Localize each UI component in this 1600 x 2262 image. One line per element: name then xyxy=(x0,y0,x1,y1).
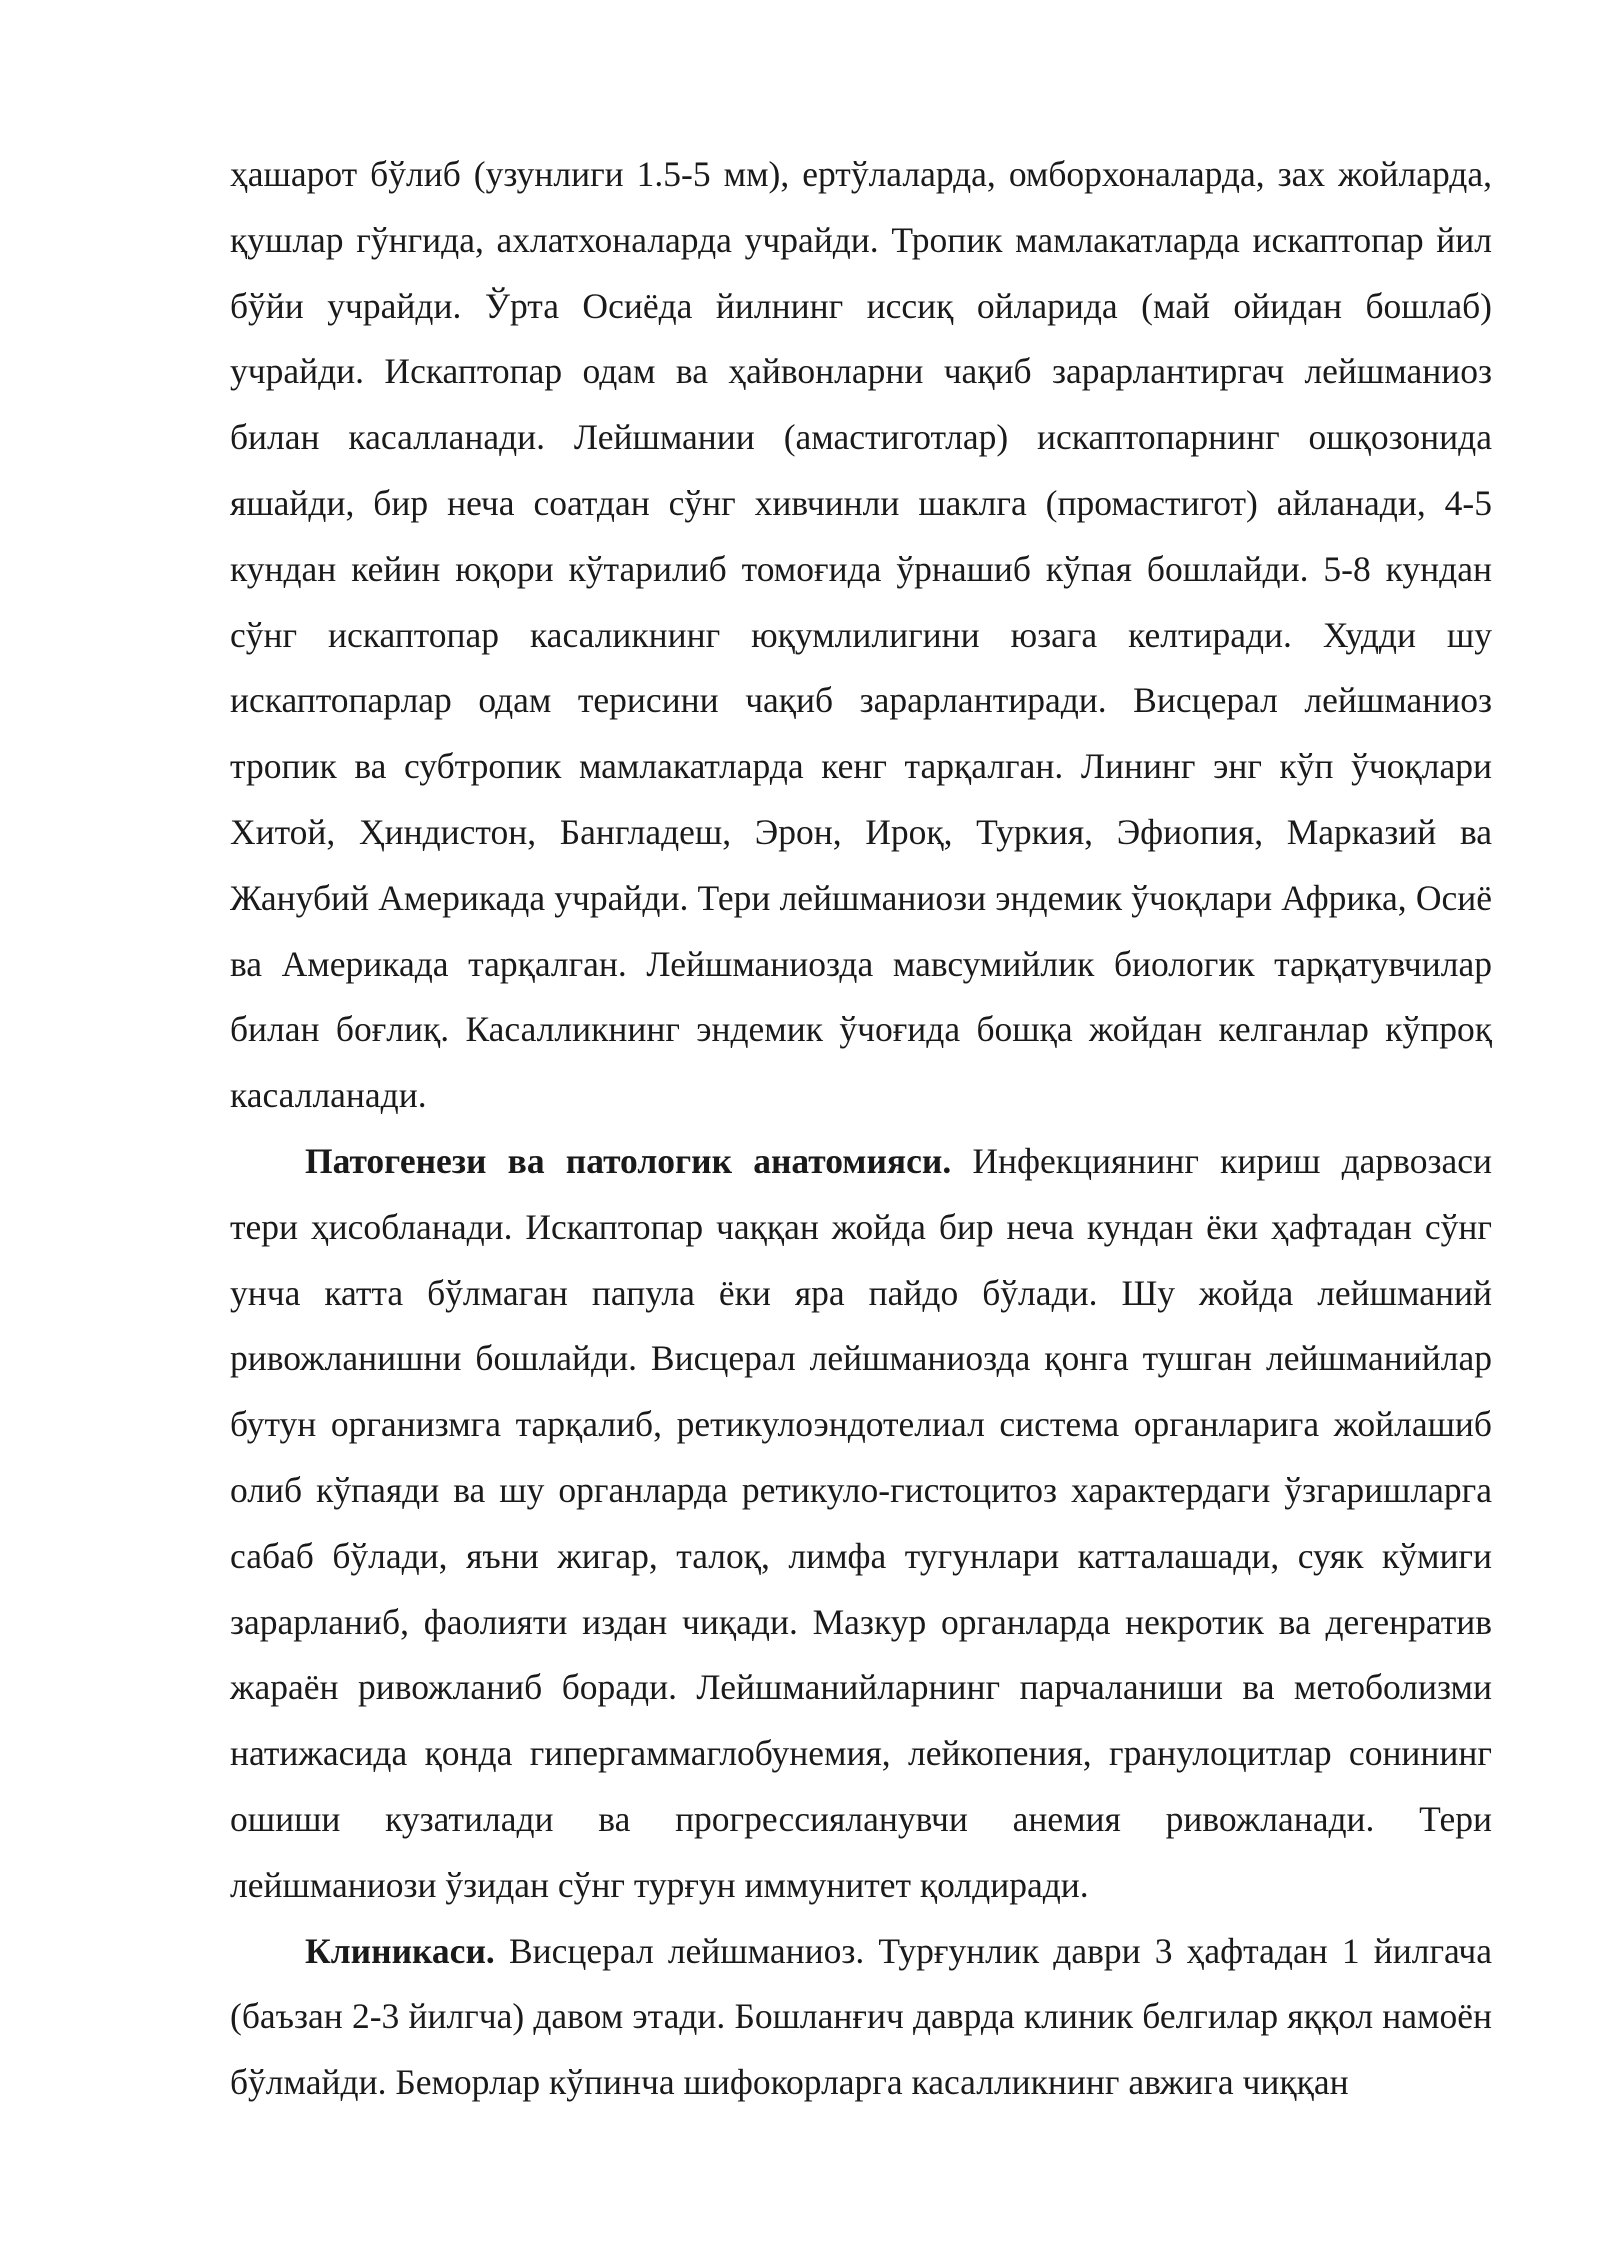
paragraph-distribution xyxy=(230,142,1492,1129)
paragraph-text: Висцерал лейшманиоз. Турғунлик даври 3 ҳафтадан 1 йилгача (баъзан 2-3 йилгча) давом этади. Бошланғич даврда клиник белгилар яққол намоён бўлмайди. Беморлар кўпинча шифокорларга касалликнинг авжига чиққан xyxy=(230,1930,1492,2103)
body-text xyxy=(230,142,1492,2116)
paragraph-clinic xyxy=(230,1919,1492,2116)
section-heading-pathogenesis: Патогенези ва патологик анатомияси. xyxy=(305,1140,952,1181)
section-heading-clinic: Клиникаси. xyxy=(305,1930,495,1971)
paragraph-text: Инфекциянинг кириш дарвозаси тери ҳисобланади. Искаптопар чаққан жойда бир неча кундан ёки ҳафтадан сўнг унча катта бўлмаган папула ёки яра пайдо бўлади. Шу жойда лейшманий ривожланишни бошлайди. Висцерал лейшманиозда қонга тушган лейшманийлар бутун организмга тарқалиб, ретикулоэндотелиал система органларига жойлашиб олиб кўпаяди ва шу органларда ретикуло-гистоцитоз характердаги ўзгаришларга сабаб бўлади, яъни жигар, талоқ, лимфа тугунлари катталашади, суяк кўмиги зарарланиб, фаолияти издан чиқади. Мазкур органларда некротик ва дегенратив жараён ривожланиб боради. Лейшманийларнинг парчаланиши ва метоболизми натижасида қонда гипергаммаглобунемия, лейкопения, гранулоцитлар сонининг ошиши кузатилади ва прогрессияланувчи анемия ривожланади. Тери лейшманиози ўзидан сўнг турғун иммунитет қолдиради. xyxy=(230,1140,1492,1905)
paragraph-pathogenesis xyxy=(230,1129,1492,1919)
paragraph-text: ҳашарот бўлиб (узунлиги 1.5-5 мм), ертўлаларда, омборхоналарда, зах жойларда, қушлар гўнгида, ахлатхоналарда учрайди. Тропик мамлакатларда искаптопар йил бўйи учрайди. Ўрта Осиёда йилнинг иссиқ ойларида (май ойидан бошлаб) учрайди. Искаптопар одам ва ҳайвонларни чақиб зарарлантиргач лейшманиоз билан касалланади. Лейшмании (амастиготлар) искаптопарнинг ошқозонида яшайди, бир неча соатдан сўнг хивчинли шаклга (промастигот) айланади, 4-5 кундан кейин юқори кўтарилиб томоғида ўрнашиб кўпая бошлайди. 5-8 кундан сўнг искаптопар касаликнинг юқумлилигини юзага келтиради. Худди шу искаптопарлар одам терисини чақиб зарарлантиради. Висцерал лейшманиоз тропик ва субтропик мамлакатларда кенг тарқалган. Лининг энг кўп ўчоқлари Хитой, Ҳиндистон, Бангладеш, Эрон, Ироқ, Туркия, Эфиопия, Марказий ва Жанубий Америкада учрайди. Тери лейшманиози эндемик ўчоқлари Африка, Осиё ва Америкада тарқалган. Лейшманиозда мавсумийлик биологик тарқатувчилар билан боғлиқ. Касалликнинг эндемик ўчоғида бошқа жойдан келганлар кўпроқ касалланади. xyxy=(230,154,1492,1116)
